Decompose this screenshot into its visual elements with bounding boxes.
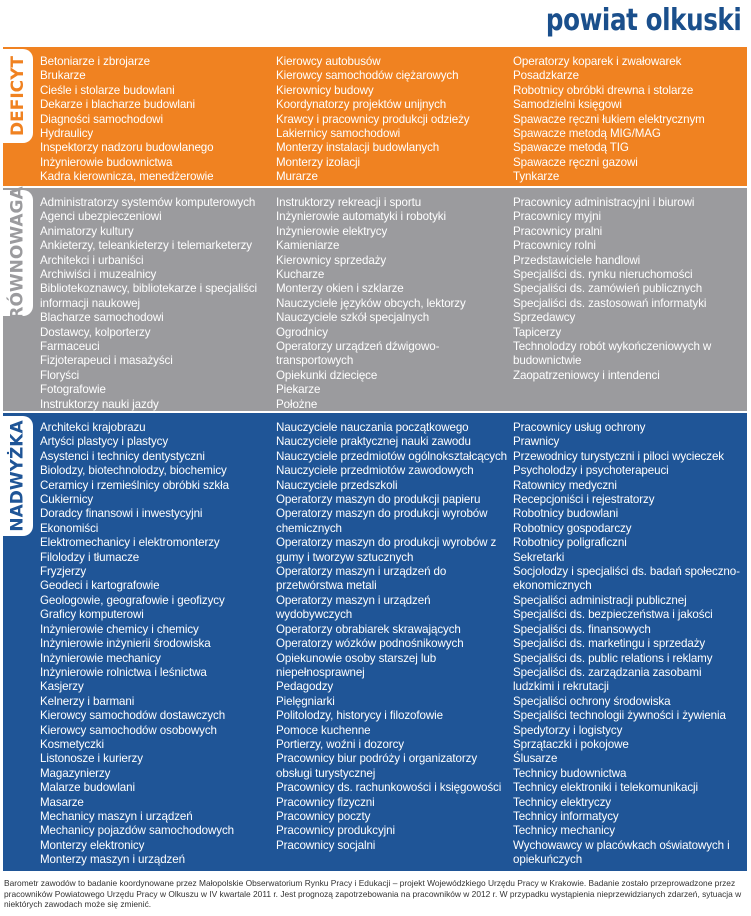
- occupation-item: Pracownicy myjni: [513, 210, 601, 224]
- occupation-item: Asystenci i technicy dentystyczni: [40, 449, 205, 463]
- occupation-item: Przewodnicy turystyczni i piloci wycieczek: [513, 449, 724, 463]
- occupation-item: Graficy komputerowi: [40, 608, 144, 622]
- occupation-item: Pielęgniarki: [276, 694, 335, 708]
- occupation-item: Recepcjoniści i rejestratorzy: [513, 493, 655, 507]
- occupation-item: Spawacze metodą TIG: [513, 141, 629, 155]
- occupation-item: Biolodzy, biotechnolodzy, biochemicy: [40, 464, 227, 478]
- occupation-item: Robotnicy gospodarczy: [513, 521, 632, 535]
- occupation-item: Diagności samochodowi: [40, 112, 163, 126]
- occupation-item: Krawcy i pracownicy produkcji odzieży: [276, 112, 470, 126]
- occupation-item: Zaopatrzeniowcy i intendenci: [513, 368, 660, 382]
- occupation-item: Nauczyciele nauczania początkowego: [276, 421, 469, 434]
- occupation-item: Cieśle i stolarze budowlani: [40, 83, 175, 97]
- occupation-item: Magazynierzy: [40, 766, 111, 780]
- occupation-item: Pracownicy ds. rachunkowości i księgowości: [276, 781, 502, 795]
- occupation-item: Technicy elektryczy: [513, 795, 611, 809]
- occupation-item: Operatorzy obrabiarek skrawających: [276, 622, 461, 636]
- occupation-item: Monterzy instalacji budowlanych: [276, 141, 440, 155]
- occupation-item: Ankieterzy, teleankieterzy i telemarketerzy: [40, 239, 252, 253]
- occupation-item: Masarze: [40, 795, 84, 809]
- occupation-item: Filolodzy i tłumacze: [40, 550, 140, 564]
- occupation-item: Lakiernicy samochodowi: [276, 127, 401, 141]
- occupation-item: Technolodzy robót wykończeniowych w budownictwie: [513, 340, 712, 368]
- occupation-item: Dekarze i blacharze budowlani: [40, 98, 195, 112]
- occupation-item: Portierzy, woźni i dozorcy: [276, 737, 404, 751]
- occupation-item: Pracownicy usług ochrony: [513, 421, 646, 434]
- occupation-column: [513, 421, 745, 868]
- occupation-column: [513, 196, 745, 383]
- occupation-item: Spawacze ręczni łukiem elektrycznym: [513, 112, 705, 126]
- occupation-item: Monterzy maszyn i urządzeń: [40, 853, 185, 867]
- occupation-item: Specjaliści ds. zarządzania zasobami ludzkimi i rekrutacji: [513, 665, 702, 694]
- occupation-item: Nauczyciele przedmiotów ogólnokształcących: [276, 449, 508, 463]
- occupation-item: Animatorzy kultury: [40, 224, 134, 238]
- occupation-item: Specjaliści ds. zastosowań informatyki: [513, 296, 707, 310]
- occupation-item: Operatorzy maszyn do produkcji papieru: [276, 493, 481, 507]
- occupation-column: [276, 55, 508, 185]
- occupation-item: Instruktorzy rekreacji i sportu: [276, 196, 422, 209]
- occupation-item: Prawnicy: [513, 435, 560, 449]
- occupation-item: Ratownicy medyczni: [513, 478, 617, 492]
- occupation-item: Malarze budowlani: [40, 781, 135, 795]
- occupation-item: Opiekunowie osoby starszej lub niepełnosprawnej: [276, 651, 437, 679]
- occupation-item: Artyści plastycy i plastycy: [40, 435, 169, 449]
- occupation-item: Mechanicy maszyn i urządzeń: [40, 809, 193, 823]
- occupation-item: Spawacze metodą MIG/MAG: [513, 127, 661, 141]
- occupation-item: Betoniarze i zbrojarze: [40, 55, 150, 68]
- occupation-item: Specjaliści administracji publicznej: [513, 593, 687, 607]
- occupation-item: Dostawcy, kolporterzy: [40, 325, 151, 339]
- occupation-item: Hydraulicy: [40, 127, 94, 141]
- section-label-nadwyzka: NADWYŻKA: [8, 420, 28, 532]
- occupation-item: Pomoce kuchenne: [276, 723, 371, 737]
- occupation-item: Murarze: [276, 170, 318, 184]
- occupation-item: Robotnicy budowlani: [513, 507, 619, 521]
- section-rownowaga: [3, 188, 747, 411]
- occupation-item: Koordynatorzy projektów unijnych: [276, 98, 447, 112]
- occupation-item: Monterzy okien i szklarze: [276, 282, 404, 296]
- occupation-item: Kosmetyczki: [40, 737, 104, 751]
- occupation-item: Socjolodzy i specjaliści ds. badań społeczno-ekonomicznych: [513, 565, 740, 593]
- occupation-item: Operatorzy wózków podnośnikowych: [276, 637, 464, 651]
- occupation-item: Specjaliści ds. zamówień publicznych: [513, 282, 703, 296]
- occupation-column: [40, 421, 272, 868]
- occupation-item: Technicy budownictwa: [513, 766, 627, 780]
- occupation-item: Samodzielni księgowi: [513, 98, 622, 112]
- section-label-deficyt: DEFICYT: [8, 55, 29, 137]
- occupation-item: Archiwiści i muzealnicy: [40, 268, 157, 282]
- occupation-item: Monterzy izolacji: [276, 155, 360, 169]
- occupation-item: Ceramicy i rzemieślnicy obróbki szkła: [40, 478, 229, 492]
- occupation-item: Kierowcy samochodów ciężarowych: [276, 69, 459, 83]
- occupation-item: Inżynierowie chemicy i chemicy: [40, 622, 199, 636]
- section-deficyt: [3, 47, 747, 186]
- occupation-item: Inżynierowie inżynierii środowiska: [40, 637, 211, 651]
- occupation-item: Kamieniarze: [276, 239, 340, 253]
- occupation-item: Architekci krajobrazu: [40, 421, 146, 434]
- occupation-item: Pracownicy socjalni: [276, 838, 376, 852]
- occupation-item: Specjaliści ds. finansowych: [513, 622, 651, 636]
- occupation-item: Operatorzy maszyn do produkcji wyrobów chemicznych: [276, 507, 488, 535]
- occupation-item: Politolodzy, historycy i filozofowie: [276, 709, 443, 723]
- occupation-item: Specjaliści ds. bezpieczeństwa i jakości: [513, 608, 713, 622]
- occupation-item: Pracownicy administracyjni i biurowi: [513, 196, 695, 209]
- occupation-item: Operatorzy maszyn i urządzeń wydobywczych: [276, 593, 431, 622]
- occupation-item: Geodeci i kartografowie: [40, 579, 160, 593]
- occupation-item: Tapicerzy: [513, 325, 562, 339]
- occupation-item: Sekretarki: [513, 550, 565, 564]
- occupation-item: Instruktorzy nauki jazdy: [40, 397, 159, 411]
- occupation-column: [276, 196, 508, 412]
- occupation-item: Kierownicy sprzedaży: [276, 253, 387, 267]
- occupation-item: Specjaliści ds. public relations i reklamy: [513, 651, 713, 665]
- occupation-item: Nauczyciele języków obcych, lektorzy: [276, 296, 466, 310]
- occupation-item: Nauczyciele przedmiotów zawodowych: [276, 464, 474, 478]
- occupation-column: [513, 55, 745, 185]
- occupation-item: Geologowie, geografowie i geofizycy: [40, 593, 225, 607]
- occupation-item: Sprzątaczki i pokojowe: [513, 737, 629, 751]
- occupation-item: Inżynierowie automatyki i robotyki: [276, 210, 446, 224]
- occupation-item: Operatorzy urządzeń dźwigowo-transportowych: [276, 340, 440, 368]
- occupation-item: Monterzy elektronicy: [40, 838, 145, 852]
- occupation-item: Wychowawcy w placówkach oświatowych i opiekuńczych: [513, 838, 730, 867]
- occupation-item: Nauczyciele praktycznej nauki zawodu: [276, 435, 471, 449]
- occupation-item: Floryści: [40, 368, 80, 382]
- occupation-item: Nauczyciele przedszkoli: [276, 478, 398, 492]
- occupation-item: Brukarze: [40, 69, 86, 83]
- occupation-item: Doradcy finansowi i inwestycyjni: [40, 507, 203, 521]
- occupation-item: Operatorzy koparek i zwałowarek: [513, 55, 682, 68]
- occupation-item: Inżynierowie budownictwa: [40, 155, 173, 169]
- occupation-item: Kucharze: [276, 268, 325, 282]
- occupation-item: Mechanicy pojazdów samochodowych: [40, 824, 234, 838]
- occupation-item: Ślusarze: [513, 752, 558, 766]
- occupation-item: Fryzjerzy: [40, 565, 87, 579]
- occupation-item: Robotnicy poligraficzni: [513, 536, 627, 550]
- occupation-item: Cukiernicy: [40, 493, 94, 507]
- occupation-item: Kierownicy budowy: [276, 83, 374, 97]
- occupation-item: Pracownicy biur podróży i organizatorzy obsługi turystycznej: [276, 752, 478, 780]
- occupation-item: Elektromechanicy i elektromonterzy: [40, 536, 220, 550]
- occupation-item: Specjaliści ds. marketingu i sprzedaży: [513, 637, 706, 651]
- occupation-item: Specjaliści technologii żywności i żywienia: [513, 709, 726, 723]
- occupation-item: Spawacze ręczni gazowi: [513, 155, 638, 169]
- occupation-item: Specjaliści ochrony środowiska: [513, 694, 671, 708]
- occupation-item: Ogrodnicy: [276, 325, 328, 339]
- occupation-item: Kasjerzy: [40, 680, 84, 694]
- occupation-item: Ekonomiści: [40, 521, 99, 535]
- occupation-item: Pracownicy pralni: [513, 224, 603, 238]
- occupation-item: Sprzedawcy: [513, 311, 576, 325]
- occupation-item: Pracownicy poczty: [276, 809, 371, 823]
- occupation-item: Inżynierowie mechanicy: [40, 651, 161, 665]
- occupation-column: [40, 196, 272, 412]
- occupation-item: Farmaceuci: [40, 340, 100, 354]
- occupation-item: Technicy informatycy: [513, 809, 619, 823]
- occupation-item: Specjaliści ds. rynku nieruchomości: [513, 268, 693, 282]
- section-label-rownowaga: RÓWNOWAGA: [8, 186, 29, 320]
- section-nadwyzka: [3, 413, 747, 871]
- page-title: powiat olkuski: [545, 3, 741, 38]
- occupation-item: Inspektorzy nadzoru budowlanego: [40, 141, 214, 155]
- occupation-item: Technicy elektroniki i telekomunikacji: [513, 781, 699, 795]
- occupation-item: Architekci i urbaniści: [40, 253, 144, 267]
- occupation-item: Położne: [276, 397, 318, 411]
- occupation-item: Blacharze samochodowi: [40, 311, 164, 325]
- occupation-item: Kierowcy autobusów: [276, 55, 381, 68]
- occupation-item: Opiekunki dziecięce: [276, 368, 378, 382]
- occupation-column: [40, 55, 272, 185]
- occupation-item: Spedytorzy i logistycy: [513, 723, 623, 737]
- occupation-item: Pracownicy fizyczni: [276, 795, 375, 809]
- occupation-item: Technicy mechanicy: [513, 824, 615, 838]
- occupation-item: Bibliotekoznawcy, bibliotekarze i specjaliści informacji naukowej: [40, 282, 257, 310]
- occupation-item: Listonosze i kurierzy: [40, 752, 143, 766]
- occupation-item: Pracownicy produkcyjni: [276, 824, 395, 838]
- occupation-item: Kierowcy samochodów dostawczych: [40, 709, 226, 723]
- occupation-item: Inżynierowie rolnictwa i leśnictwa: [40, 665, 207, 679]
- occupation-item: Operatorzy maszyn i urządzeń do przetwórstwa metali: [276, 565, 447, 593]
- occupation-item: Tynkarze: [513, 170, 560, 184]
- occupation-item: Fotografowie: [40, 383, 106, 397]
- occupation-item: Inżynierowie elektrycy: [276, 224, 388, 238]
- occupation-item: Kadra kierownicza, menedżerowie: [40, 170, 214, 184]
- occupation-item: Administratorzy systemów komputerowych: [40, 196, 256, 209]
- occupation-item: Fizjoterapeuci i masażyści: [40, 354, 173, 368]
- occupation-item: Piekarze: [276, 383, 321, 397]
- occupation-item: Nauczyciele szkół specjalnych: [276, 311, 430, 325]
- occupation-item: Kierowcy samochodów osobowych: [40, 723, 217, 737]
- occupation-item: Robotnicy obróbki drewna i stolarze: [513, 83, 694, 97]
- occupation-column: [276, 421, 508, 853]
- footnote: Barometr zawodów to badanie koordynowane przez Małopolskie Obserwatorium Rynku Pracy i Edukacji – projekt Wojewódzkiego Urzędu Pracy w Krakowie. Badanie zostało przeprowadzone przez pracowników Powiatowego Urzędu Pracy w Olkuszu w IV kwartale 2011 r. Jest prognozą zapotrzebowania na pracowników w 2012 r. W przypadku wystąpienia nieprzewidzianych zdarzeń, sytuacja w niektórych zawodach może się zmienić.: [4, 878, 742, 910]
- occupation-item: Pedagodzy: [276, 680, 334, 694]
- occupation-item: Operatorzy maszyn do produkcji wyrobów z gumy i tworzyw sztucznych: [276, 536, 497, 564]
- occupation-item: Przedstawiciele handlowi: [513, 253, 641, 267]
- occupation-item: Kelnerzy i barmani: [40, 694, 135, 708]
- occupation-item: Agenci ubezpieczeniowi: [40, 210, 162, 224]
- occupation-item: Pracownicy rolni: [513, 239, 596, 253]
- occupation-item: Posadzkarze: [513, 69, 579, 83]
- occupation-item: Psycholodzy i psychoterapeuci: [513, 464, 669, 478]
